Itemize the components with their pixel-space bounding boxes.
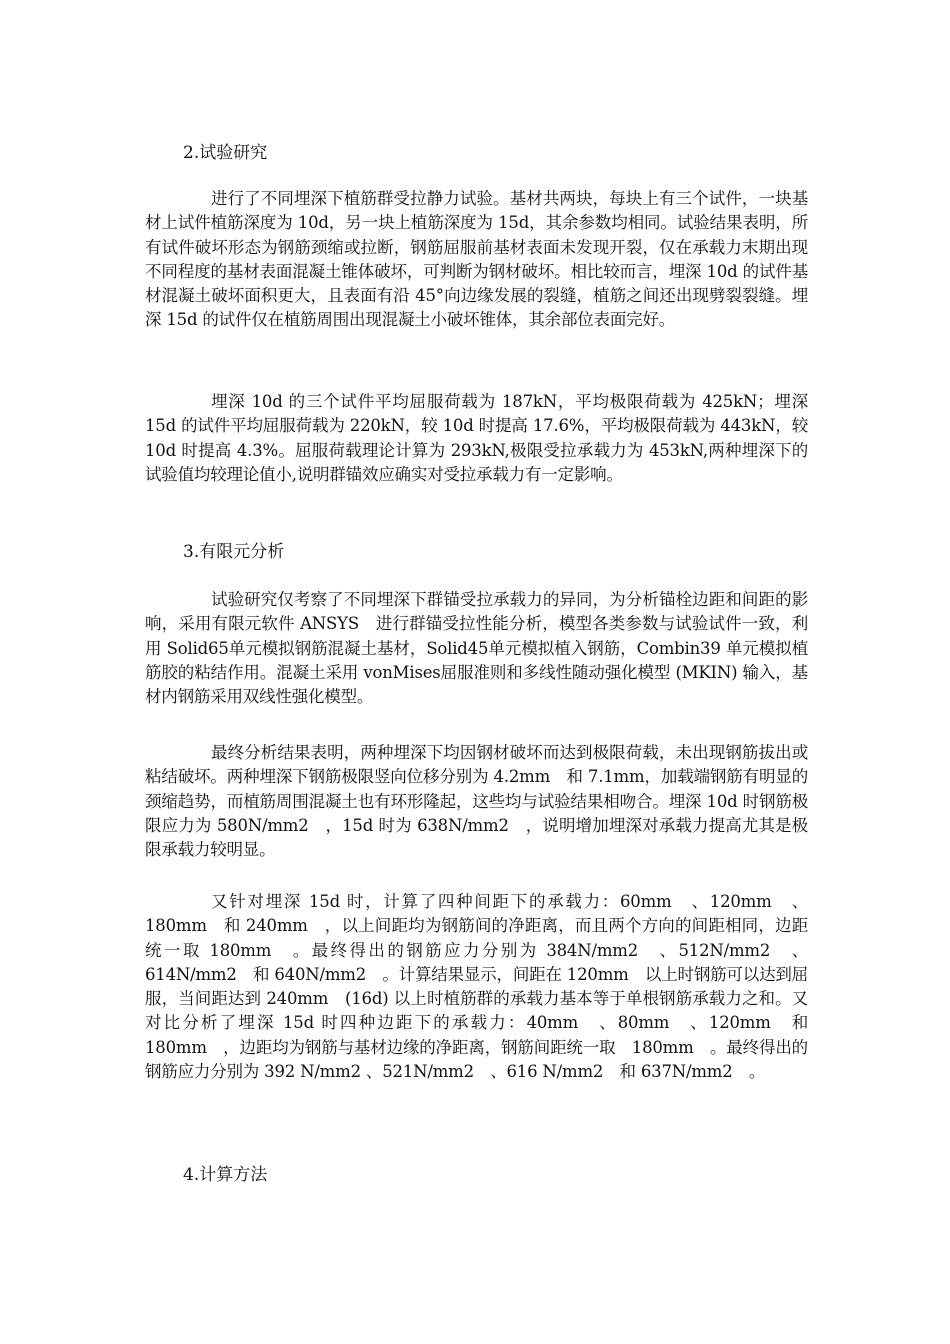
paragraph-fea-spacing: 又针对埋深 15d 时，计算了四种间距下的承载力：60mm 、120mm 、180mm 和 240mm ，以上间距均为钢筋间的净距离，而且两个方向的间距相同，边距统一取 180mm 。最终得出的钢筋应力分别为 384N/mm2 、512N/mm2 、614N/mm2 和 640N/mm2 。计算结果显示，间距在 120mm 以上时钢筋可以达到屈服，当间距达到 240mm (16d) 以上时植筋群的承载力基本等于单根钢筋承载力之和。又对比分析了埋深 15d 时四种边距下的承载力：40mm 、80mm 、120mm 和 180mm ，边距均为钢筋与基材边缘的净距离，钢筋间距统一取 180mm 。最终得出的钢筋应力分别为 392 N/mm2 、521N/mm2 、616 N/mm2 和 637N/mm2 。	[145, 892, 808, 1082]
paragraph-fea-model: 试验研究仅考察了不同埋深下群锚受拉承载力的异同，为分析锚栓边距和间距的影响，采用有限元软件 ANSYS 进行群锚受拉性能分析，模型各类参数与试验试件一致，利用 Solid65单元模拟钢筋混凝土基材，Solid45单元模拟植入钢筋，Combin39 单元模拟植筋胶的粘结作用。混凝土采用 vonMises屈服准则和多线性随动强化模型 (MKIN) 输入，基材内钢筋采用双线性强化模型。	[145, 590, 808, 707]
section-heading-experiment: 2.试验研究	[183, 143, 268, 163]
paragraph-fea-results: 最终分析结果表明，两种埋深下均因钢材破坏而达到极限荷载，未出现钢筋拔出或粘结破坏。两种埋深下钢筋极限竖向位移分别为 4.2mm 和 7.1mm，加载端钢筋有明显的颈缩趋势，而植筋周围混凝土也有环形隆起，这些均与试验结果相吻合。埋深 10d 时钢筋极限应力为 580N/mm2 ，15d 时为 638N/mm2 ，说明增加埋深对承载力提高尤其是极限承载力较明显。	[145, 743, 808, 860]
paragraph-experiment-results: 埋深 10d 的三个试件平均屈服荷载为 187kN，平均极限荷载为 425kN；埋深 15d 的试件平均屈服荷载为 220kN，较 10d 时提高 17.6%，平均极限荷载为 443kN，较 10d 时提高 4.3%。屈服荷载理论计算为 293kN,极限受拉承载力为 453kN,两种埋深下的试验值均较理论值小,说明群锚效应确实对受拉承载力有一定影响。	[145, 392, 808, 484]
paragraph-experiment-description: 进行了不同埋深下植筋群受拉静力试验。基材共两块，每块上有三个试件，一块基材上试件植筋深度为 10d，另一块上植筋深度为 15d，其余参数均相同。试验结果表明，所有试件破坏形态为钢筋颈缩或拉断，钢筋屈服前基材表面未发现开裂，仅在承载力末期出现不同程度的基材表面混凝土锥体破坏，可判断为钢材破坏。相比较而言，埋深 10d 的试件基材混凝土破坏面积更大，且表面有沿 45°向边缘发展的裂缝，植筋之间还出现劈裂裂缝。埋深 15d 的试件仅在植筋周围出现混凝土小破坏锥体，其余部位表面完好。	[145, 189, 808, 330]
section-heading-fea: 3.有限元分析	[183, 542, 285, 562]
section-heading-calculation: 4.计算方法	[183, 1165, 268, 1185]
